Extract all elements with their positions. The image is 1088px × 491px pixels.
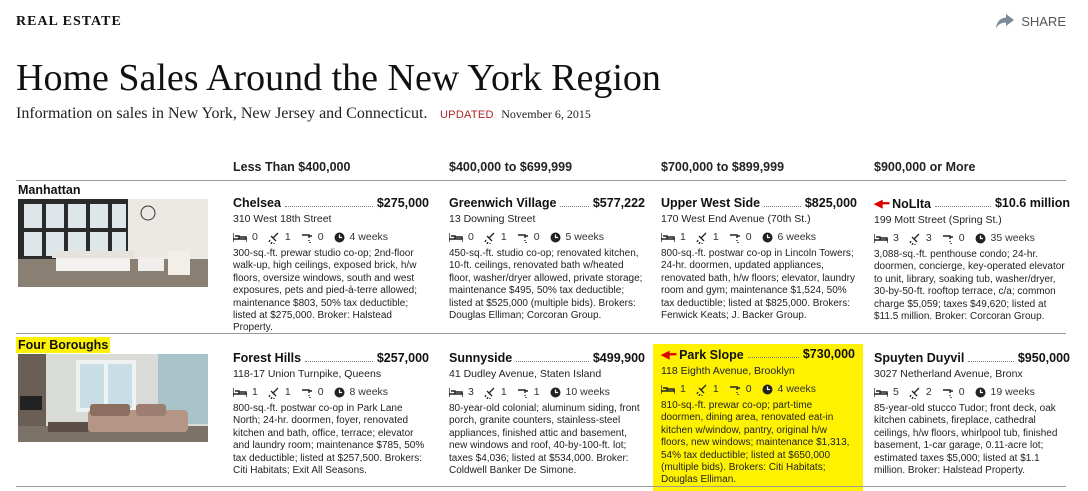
listing-stats (233, 231, 429, 244)
listing-description: 300-sq.-ft. prewar studio co-op; 2nd-floor walk-up, high ceilings, exposed brick, h/w floors, oversize windows, south and west exposures, pets and pied-à-terre allowed; maintenance $803, 50% tax deductible; listed at $275,000. Broker: Halstead Property. (233, 248, 417, 334)
weeks-on-market: 5 weeks (565, 231, 605, 243)
neighborhood-name[interactable]: Forest Hills (233, 351, 302, 365)
address: 310 West 18th Street (233, 213, 332, 225)
neighborhood-name[interactable]: Spuyten Duyvil (874, 351, 965, 365)
column-header: Less Than $400,000 (233, 160, 351, 174)
beds-count: 1 (252, 386, 258, 398)
listing-description: 80-year-old colonial; aluminum siding, front porch, granite counters, stainless-steel appliances, finished attic and basement, new windows and roof, 40-by-100-ft. lot; taxes $4,036; listed at $534,000. Broker: Coldwell Banker De Simone. (449, 403, 640, 477)
listing-stats (449, 231, 645, 244)
bed-icon (233, 233, 247, 242)
leader-dots (516, 361, 589, 362)
faucet-icon (301, 387, 313, 399)
bed-icon (233, 388, 247, 397)
address: 118 Eighth Avenue, Brooklyn (661, 365, 795, 377)
share-label: SHARE (1021, 13, 1066, 29)
listing-stats (661, 383, 855, 396)
baths-count: 1 (500, 231, 507, 243)
clock-icon (334, 232, 345, 243)
address: 170 West End Avenue (70th St.) (661, 213, 811, 225)
half-baths-count: 0 (317, 386, 324, 398)
shower-icon (484, 387, 496, 399)
faucet-icon (517, 387, 529, 399)
baths-count: 2 (925, 386, 932, 398)
neighborhood-label: NoLIta (892, 197, 931, 211)
listing-card[interactable] (874, 197, 1070, 323)
leader-dots (560, 206, 588, 207)
faucet-icon (942, 387, 954, 399)
subtitle-row (16, 105, 591, 123)
beds-count: 3 (468, 386, 474, 398)
sale-price: $257,000 (376, 351, 429, 365)
listing-description: 800-sq.-ft. postwar co-op in Lincoln Towers; 24-hr. doormen, updated appliances, renovated bath, h/w floors; elevator, laundry room and gym; maintenance $1,524, 50% tax deductible; listed at $825,000. Brokers: Fenwick Keats; J. Backer Group. (661, 248, 856, 322)
sale-price: $730,000 (802, 347, 855, 361)
page-subtitle: Information on sales in New York, New Jersey and Connecticut. (16, 105, 428, 122)
neighborhood-name[interactable]: Upper West Side (661, 196, 761, 210)
sale-price: $825,000 (804, 196, 857, 210)
listing-stats (661, 231, 857, 244)
shower-icon (268, 232, 280, 244)
region-label: Manhattan (18, 183, 81, 197)
leader-dots (935, 206, 991, 207)
listing-card[interactable] (661, 197, 857, 322)
half-baths-count: 0 (958, 386, 965, 398)
half-baths-count: 0 (745, 231, 752, 243)
shower-icon (484, 232, 496, 244)
listing-description: 810-sq.-ft. prewar co-op; part-time doormen, dining area, renovated eat-in kitchen w/window, pantry, original h/w floors, new windows; maintenance $1,313, 54% tax deductible; listed at $650,000 (multiple bids). Brokers: Citi Habitats; Douglas Elliman. (661, 400, 850, 486)
shower-icon (909, 387, 921, 399)
beds-count: 0 (468, 231, 474, 243)
column-header: $700,000 to $899,999 (661, 160, 785, 174)
listing-stats (874, 232, 1070, 245)
listing-description: 3,088-sq.-ft. penthouse condo; 24-hr. doormen, concierge, key-operated elevator to unit, library, soaking tub, washer/dryer, 30-by-50-ft. rooftop terrace, c/a; common charge $5,059; taxes $49,620; listed at $11.5 million. Broker: Corcoran Group. (874, 249, 1065, 323)
bed-icon (874, 234, 888, 243)
listing-stats (874, 386, 1070, 399)
sale-price: $950,000 (1017, 351, 1070, 365)
shower-icon (268, 387, 280, 399)
share-arrow-icon (995, 12, 1015, 30)
clock-icon (550, 232, 561, 243)
beds-count: 0 (252, 231, 258, 243)
beds-count: 1 (680, 231, 686, 243)
faucet-icon (729, 232, 741, 244)
weeks-on-market: 4 weeks (777, 383, 817, 395)
bed-icon (449, 388, 463, 397)
clock-icon (550, 387, 561, 398)
clock-icon (975, 387, 986, 398)
sale-price: $275,000 (376, 196, 429, 210)
neighborhood-name[interactable] (874, 198, 931, 211)
listing-description: 85-year-old stucco Tudor; front deck, oak kitchen cabinets, fireplace, cathedral ceilings, h/w floors, whirlpool tub, finished basement, 1-car garage, 0.11-acre lot; estimated taxes $5,000; listed at $1.1 million. Broker: Halstead Property. (874, 403, 1058, 477)
listing-card[interactable] (449, 197, 645, 322)
shower-icon (909, 233, 921, 245)
weeks-on-market: 6 weeks (777, 231, 817, 243)
leader-dots (748, 357, 799, 358)
clock-icon (334, 387, 345, 398)
leader-dots (968, 361, 1014, 362)
half-baths-count: 1 (533, 386, 540, 398)
baths-count: 3 (925, 232, 932, 244)
bed-icon (661, 233, 675, 242)
section-label[interactable]: REAL ESTATE (16, 14, 122, 29)
address: 13 Downing Street (449, 213, 536, 225)
updated-date: November 6, 2015 (501, 107, 591, 121)
baths-count: 1 (284, 386, 291, 398)
listing-stats (233, 386, 429, 399)
listing-description: 800-sq.-ft. postwar co-op in Park Lane North; 24-hr. doormen, foyer, renovated kitchen and bath, office, terrace; elevator and laundry room; maintenance $785, 50% tax deductible; listed at $257,500. Brokers: Citi Habitats; Exit All Seasons. (233, 403, 425, 477)
baths-count: 1 (284, 231, 291, 243)
neighborhood-name[interactable]: Greenwich Village (449, 196, 557, 210)
half-baths-count: 0 (958, 232, 965, 244)
leader-dots (764, 206, 801, 207)
neighborhood-label: Park Slope (679, 348, 744, 362)
header-divider (16, 180, 1066, 181)
clock-icon (762, 232, 773, 243)
row-divider (16, 486, 1066, 487)
beds-count: 3 (893, 232, 899, 244)
clock-icon (762, 384, 773, 395)
faucet-icon (517, 232, 529, 244)
share-button[interactable] (995, 12, 1066, 30)
clock-icon (975, 233, 986, 244)
listing-card[interactable] (874, 352, 1070, 477)
listing-card[interactable] (233, 197, 429, 335)
weeks-on-market: 35 weeks (990, 232, 1035, 244)
weeks-on-market: 19 weeks (990, 386, 1035, 398)
listing-card[interactable] (233, 352, 429, 477)
baths-count: 1 (500, 386, 507, 398)
address: 41 Dudley Avenue, Staten Island (449, 368, 602, 380)
row-divider (16, 333, 1066, 334)
left-arrow-icon: ◀━ (661, 349, 677, 361)
sale-price: $10.6 million (994, 196, 1070, 210)
baths-count: 1 (712, 231, 719, 243)
bed-icon (449, 233, 463, 242)
bed-icon (661, 385, 675, 394)
weeks-on-market: 4 weeks (349, 231, 389, 243)
listing-description: 450-sq.-ft. studio co-op; renovated kitchen, 10-ft. ceilings, renovated bath w/heated floor, washer/dryer allowed, private storage; maintenance $495, 50% tax deductible; listed at $525,000 (multiple bids). Brokers: Douglas Elliman; Corcoran Group. (449, 248, 643, 322)
beds-count: 1 (680, 383, 686, 395)
bed-icon (874, 388, 888, 397)
faucet-icon (942, 233, 954, 245)
neighborhood-name[interactable]: Sunnyside (449, 351, 513, 365)
baths-count: 1 (712, 383, 719, 395)
listing-card[interactable] (449, 352, 645, 477)
listing-stats (449, 386, 645, 399)
leader-dots (305, 361, 373, 362)
sale-price: $577,222 (592, 196, 645, 210)
column-header: $400,000 to $699,999 (449, 160, 573, 174)
neighborhood-name[interactable] (661, 349, 744, 362)
photo-four-boroughs (18, 354, 208, 442)
address: 199 Mott Street (Spring St.) (874, 214, 1002, 226)
weeks-on-market: 10 weeks (565, 386, 610, 398)
sale-price: $499,900 (592, 351, 645, 365)
faucet-icon (729, 384, 741, 396)
updated-label: UPDATED (439, 109, 494, 121)
column-header: $900,000 or More (874, 160, 976, 174)
half-baths-count: 0 (533, 231, 540, 243)
leader-dots (285, 206, 373, 207)
page-title: Home Sales Around the New York Region (16, 57, 661, 99)
address: 3027 Netherland Avenue, Bronx (874, 368, 1023, 380)
shower-icon (696, 384, 708, 396)
address: 118-17 Union Turnpike, Queens (233, 368, 382, 380)
listing-card-highlighted[interactable] (653, 344, 863, 491)
neighborhood-name[interactable]: Chelsea (233, 196, 281, 210)
half-baths-count: 0 (745, 383, 752, 395)
beds-count: 5 (893, 386, 899, 398)
faucet-icon (301, 232, 313, 244)
shower-icon (696, 232, 708, 244)
half-baths-count: 0 (317, 231, 324, 243)
photo-manhattan (18, 199, 208, 287)
region-label: Four Boroughs (18, 338, 109, 352)
left-arrow-icon: ◀━ (874, 198, 890, 210)
weeks-on-market: 8 weeks (349, 386, 389, 398)
